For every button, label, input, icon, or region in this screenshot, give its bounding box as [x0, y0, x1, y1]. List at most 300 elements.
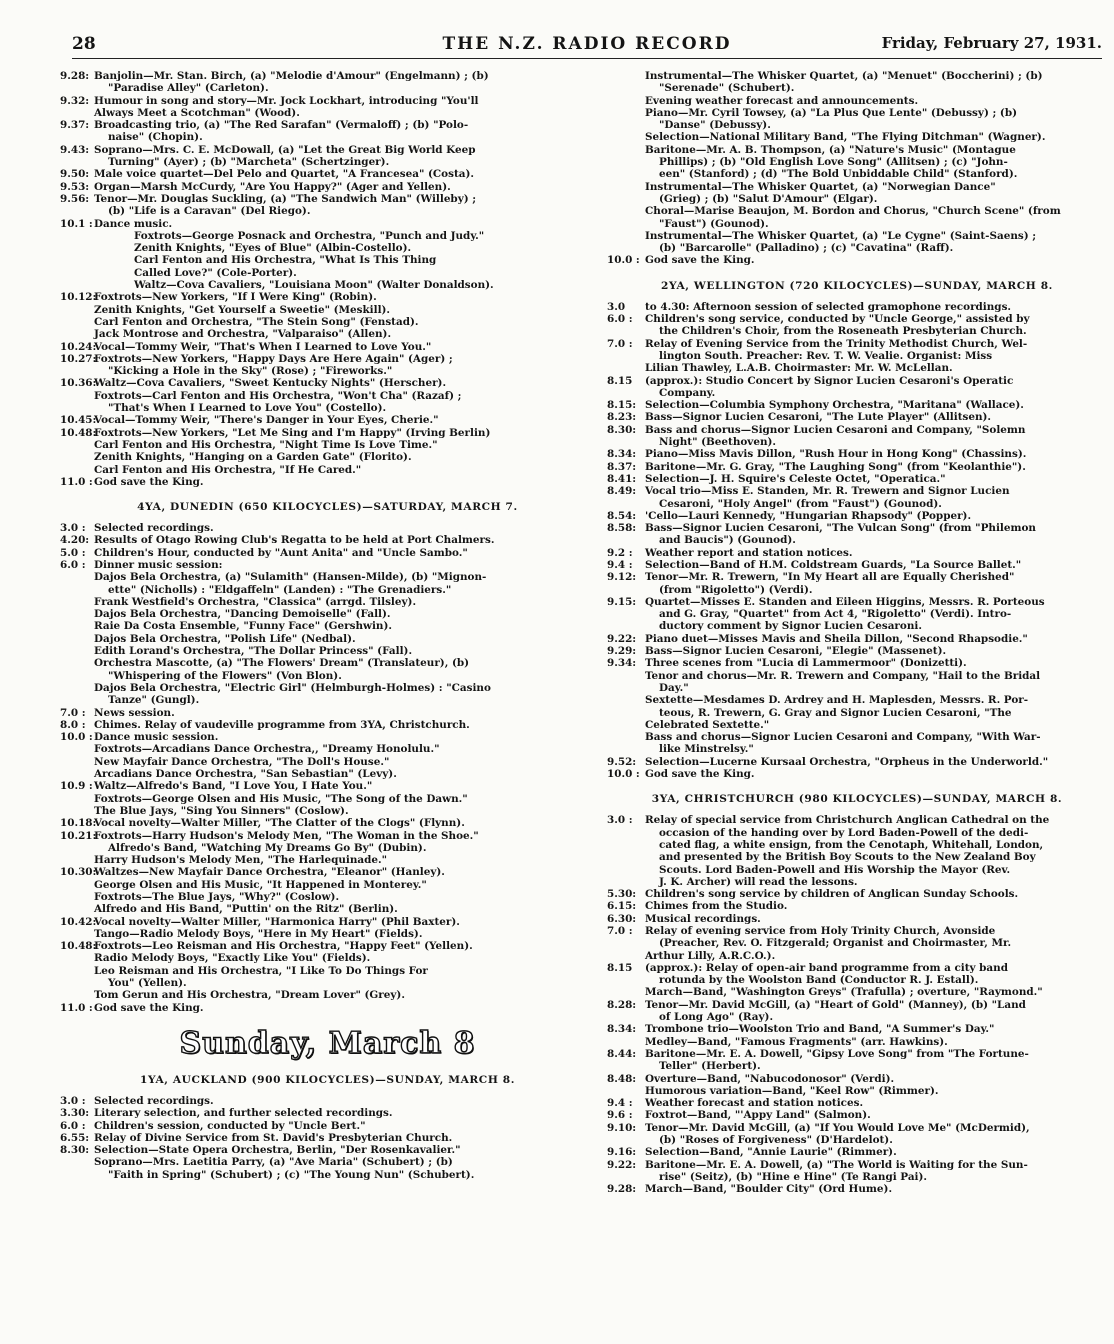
entry-line: Alfredo and His Band, "Puttin' on the Ritz" (Berlin).: [94, 903, 398, 916]
entry-time: 6.30:: [607, 912, 637, 925]
entry-text: [94, 534, 595, 546]
entry-time: 8.0 :: [60, 718, 86, 731]
entry-line: Relay of Divine Service from St. David's Presbyterian Church.: [94, 1131, 453, 1144]
programme-entry: [60, 866, 595, 915]
entry-line: Bass—Signor Lucien Cesaroni, "The Vulcan Song" (from "Philemon: [645, 522, 1036, 535]
programme-entry: [607, 962, 1107, 999]
entry-line: George Olsen and His Music, "It Happened in Monterey.": [94, 878, 427, 891]
entry-text: [645, 999, 1107, 1024]
programme-list-4ya: [60, 522, 595, 1014]
entry-text: [94, 916, 595, 941]
entry-line: Alfredo's Band, "Watching My Dreams Go By" (Dubin).: [108, 841, 427, 854]
entry-line: Instrumental—The Whisker Quartet, (a) "Le Cygne" (Saint-Saens) ;: [645, 229, 1037, 242]
entry-text: [645, 1159, 1107, 1184]
programme-entry: [60, 940, 595, 1001]
entry-time: 9.34:: [607, 657, 637, 670]
entry-line: rise" (Seitz), (b) "Hine e Hine" (Te Rangi Pai).: [659, 1170, 928, 1183]
entry-time: 5.30:: [607, 888, 637, 901]
programme-entry: [607, 888, 1107, 900]
entry-line: Foxtrots—Harry Hudson's Melody Men, "The Woman in the Shoe.": [94, 829, 479, 842]
entry-time: 9.52:: [607, 755, 637, 768]
programme-entry: [607, 768, 1107, 780]
entry-time: 7.0 :: [607, 925, 633, 937]
entry-line: "Faith in Spring" (Schubert) ; (c) "The Young Nun" (Schubert).: [108, 1168, 475, 1181]
entry-time: 10.9 :: [60, 780, 93, 793]
entry-line: News session.: [94, 706, 175, 719]
entry-time: 8.30:: [60, 1144, 90, 1157]
entry-time: 10.30:: [60, 866, 97, 879]
entry-line: Waltz—Alfredo's Band, "I Love You, I Hate You.": [94, 780, 373, 793]
entry-time: 9.15:: [607, 595, 637, 608]
programme-entry: [60, 230, 595, 279]
masthead: [72, 30, 1102, 59]
entry-line: Quartet—Misses E. Standen and Eileen Higgins, Messrs. R. Porteous: [645, 595, 1045, 608]
entry-line: Dajos Bela Orchestra, "Electric Girl" (Helmburgh-Holmes) : "Casino: [94, 681, 491, 694]
entry-line: Selection—Columbia Symphony Orchestra, "Maritana" (Wallace).: [645, 399, 1024, 412]
station-heading-3ya: 3YA, CHRISTCHURCH (980 KILOCYCLES)—SUNDAY, MARCH 8.: [651, 793, 1063, 806]
programme-entry: [607, 547, 1107, 559]
entry-time: [60, 230, 94, 279]
station-heading-2ya: 2YA, WELLINGTON (720 KILOCYCLES)—SUNDAY, MARCH 8.: [661, 279, 1053, 292]
programme-entry: [607, 461, 1107, 473]
entry-line: Vocal trio—Miss E. Standen, Mr. R. Trewern and Signor Lucien: [645, 485, 1010, 498]
entry-line: March—Band, "Washington Greys" (Trafulla) ; overture, "Raymond.": [645, 986, 1043, 999]
entry-line: Dajos Bela Orchestra, "Dancing Demoiselle" (Fall).: [94, 608, 391, 621]
programme-entry: [60, 731, 595, 780]
entry-text: [645, 596, 1107, 633]
entry-line: Dance music session.: [94, 731, 219, 744]
entry-time: 10.48:: [60, 940, 97, 953]
programme-entry: [60, 1107, 595, 1119]
entry-line: Chimes. Relay of vaudeville programme from 3YA, Christchurch.: [94, 718, 470, 731]
entry-line: Zenith Knights, "Get Yourself a Sweetie" (Meskill).: [94, 303, 391, 316]
entry-line: Sextette—Mesdames D. Ardrey and H. Maplesden, Messrs. R. Por-: [645, 694, 1029, 707]
entry-line: (approx.): Relay of open-air band programme from a city band: [645, 961, 1008, 974]
entry-time: 8.15:: [607, 399, 637, 412]
entry-line: cated flag, a white ensign, from the Cenotaph, Whitehall, London,: [659, 838, 1044, 851]
entry-line: Children's session, conducted by "Uncle Bert.": [94, 1119, 366, 1132]
entry-text: [645, 522, 1107, 547]
entry-line: "Danse" (Debussy).: [659, 119, 771, 132]
entry-line: God save the King.: [94, 1001, 204, 1014]
entry-time: 8.23:: [607, 411, 637, 424]
entry-time: 3.0 :: [60, 1094, 86, 1107]
entry-time: 10.27:: [60, 352, 97, 365]
programme-entry: [607, 1097, 1107, 1109]
entry-time: 8.34:: [607, 448, 637, 461]
entry-text: [94, 279, 595, 291]
entry-line: Dajos Bela Orchestra, (a) "Sulamith" (Hansen-Milde), (b) "Mignon-: [94, 571, 487, 584]
programme-entry: [607, 559, 1107, 571]
programme-entry: [607, 1109, 1107, 1121]
entry-text: [645, 1023, 1107, 1048]
programme-entry: [607, 70, 1107, 254]
programme-entry: [607, 571, 1107, 596]
entry-line: Radio Melody Boys, "Exactly Like You" (Fields).: [94, 952, 371, 965]
entry-line: Foxtrot—Band, "'Appy Land" (Salmon).: [645, 1109, 871, 1122]
entry-time: [60, 279, 94, 291]
entry-line: Arthur Lilly, A.R.C.O.).: [645, 949, 776, 962]
station-heading-4ya: 4YA, DUNEDIN (650 KILOCYCLES)—SATURDAY, MARCH 7.: [137, 501, 518, 514]
programme-entry: [60, 830, 595, 867]
entry-text: [94, 377, 595, 414]
entry-time: 9.10:: [607, 1121, 637, 1134]
entry-line: God save the King.: [94, 475, 204, 488]
entry-line: Zenith Knights, "Eyes of Blue" (Albin-Costello).: [134, 242, 412, 255]
entry-line: Day.": [659, 681, 689, 694]
programme-entry: [60, 95, 595, 120]
programme-entry: [607, 645, 1107, 657]
entry-time: 8.15: [607, 374, 633, 387]
entry-line: Foxtrots—Arcadians Dance Orchestra,, "Dreamy Honolulu.": [94, 743, 440, 756]
entry-text: [645, 633, 1107, 645]
programme-entry: [60, 218, 595, 230]
programme-entry: [607, 913, 1107, 925]
entry-text: [94, 707, 595, 719]
programme-entry: [607, 1073, 1107, 1098]
entry-line: ductory comment by Signor Lucien Cesaroni.: [659, 620, 922, 633]
entry-time: 6.15:: [607, 900, 637, 913]
entry-line: Foxtrots—Carl Fenton and His Orchestra, "Won't Cha" (Razaf) ;: [94, 389, 462, 402]
entry-line: Selection—State Opera Orchestra, Berlin, "Der Rosenkavalier.": [94, 1144, 461, 1157]
programme-entry: [60, 559, 595, 707]
programme-entry: [60, 1002, 595, 1014]
entry-time: 6.55:: [60, 1131, 90, 1144]
programme-entry: [60, 414, 595, 426]
programme-entry: [60, 119, 595, 144]
entry-line: (b) "Barcarolle" (Palladino) ; (c) "Cavatina" (Raff).: [659, 242, 954, 255]
entry-text: [645, 485, 1107, 510]
entry-time: 9.4 :: [607, 558, 633, 571]
entry-line: "That's When I Learned to Love You" (Costello).: [108, 402, 387, 415]
entry-text: [645, 925, 1107, 962]
entry-line: and G. Gray, "Quartet" from Act 4, "Rigoletto" (Verdi). Intro-: [659, 608, 1012, 621]
entry-time: 10.18:: [60, 817, 97, 830]
programme-entry: [60, 1120, 595, 1132]
entry-line: God save the King.: [645, 768, 755, 781]
entry-text: [645, 1048, 1107, 1073]
entry-line: Medley—Band, "Famous Fragments" (arr. Hawkins).: [645, 1035, 948, 1048]
entry-line: Male voice quartet—Del Pelo and Quartet, "A Francesea" (Costa).: [94, 168, 475, 181]
entry-line: Foxtrots—New Yorkers, "Happy Days Are Here Again" (Ager) ;: [94, 352, 453, 365]
entry-line: Tenor—Mr. R. Trewern, "In My Heart all are Equally Cherished": [645, 571, 1015, 584]
entry-line: and presented by the British Boy Scouts to the New Zealand Boy: [659, 851, 1036, 864]
programme-list-3ya: [607, 814, 1107, 1195]
programme-entry: [60, 817, 595, 829]
entry-line: Trombone trio—Woolston Trio and Band, "A Summer's Day.": [645, 1023, 995, 1036]
programme-entry: [60, 193, 595, 218]
entry-text: [94, 70, 595, 95]
entry-line: Piano—Miss Mavis Dillon, "Rush Hour in Hong Kong" (Chassins).: [645, 448, 1027, 461]
entry-line: Foxtrots—Leo Reisman and His Orchestra, "Happy Feet" (Yellen).: [94, 940, 473, 953]
entry-time: 10.0 :: [60, 731, 93, 744]
entry-text: [94, 144, 595, 169]
programme-entry: [607, 522, 1107, 547]
entry-time: 9.16:: [607, 1146, 637, 1159]
entry-text: [645, 510, 1107, 522]
entry-line: Celebrated Sextette.": [645, 718, 770, 731]
programme-entry: [60, 534, 595, 546]
entry-time: 9.6 :: [607, 1109, 633, 1122]
entry-line: (approx.): Studio Concert by Signor Lucien Cesaroni's Operatic: [645, 374, 1014, 387]
entry-line: Raie Da Costa Ensemble, "Funny Face" (Gershwin).: [94, 620, 393, 633]
programme-list-2ya: [607, 301, 1107, 781]
programme-entry: [60, 476, 595, 488]
entry-text: [94, 291, 595, 340]
programme-entry: [60, 70, 595, 95]
programme-entry: [607, 448, 1107, 460]
entry-text: [645, 375, 1107, 400]
entry-text: [94, 1132, 595, 1144]
entry-line: and Baucis") (Gounod).: [659, 534, 796, 547]
entry-line: March—Band, "Boulder City" (Ord Hume).: [645, 1183, 893, 1196]
entry-line: Selection—National Military Band, "The Flying Ditchman" (Wagner).: [645, 131, 1046, 144]
programme-entry: [60, 547, 595, 559]
entry-text: [645, 768, 1107, 780]
entry-line: Tenor and chorus—Mr. R. Trewern and Company, "Hail to the Bridal: [645, 669, 1041, 682]
programme-entry: [607, 1122, 1107, 1147]
entry-line: Baritone—Mr. E. A. Dowell, (a) "The World is Waiting for the Sun-: [645, 1158, 1028, 1171]
entry-time: 7.0 :: [607, 337, 633, 350]
entry-time: 10.0 :: [607, 768, 640, 781]
entry-line: of Long Ago" (Ray).: [659, 1011, 774, 1024]
programme-entry: [60, 522, 595, 534]
entry-time: 9.22:: [607, 1158, 637, 1171]
entry-time: 9.22:: [607, 632, 637, 645]
entry-line: Leo Reisman and His Orchestra, "I Like To Do Things For: [94, 964, 428, 977]
entry-line: teous, R. Trewern, G. Gray and Signor Lucien Cesaroni, "The: [659, 706, 1012, 719]
entry-line: Zenith Knights, "Hanging on a Garden Gate" (Florito).: [94, 451, 412, 464]
entry-line: Waltz—Cova Cavaliers, "Louisiana Moon" (Walter Donaldson).: [134, 279, 494, 292]
entry-line: Foxtrots—New Yorkers, "Let Me Sing and I'm Happy" (Irving Berlin): [94, 426, 491, 439]
entry-text: [94, 181, 595, 193]
programme-entry: [60, 916, 595, 941]
entry-text: [645, 1097, 1107, 1109]
entry-line: Relay of evening service from Holy Trinity Church, Avonside: [645, 925, 996, 937]
entry-text: [645, 1146, 1107, 1158]
programme-list-continued: [607, 70, 1107, 267]
entry-line: naise" (Chopin).: [108, 131, 203, 144]
programme-entry: [607, 424, 1107, 449]
entry-line: Bass and chorus—Signor Lucien Cesaroni and Company, "Solemn: [645, 423, 1026, 436]
entry-text: [645, 338, 1107, 375]
entry-line: Selection—J. H. Squire's Celeste Octet, "Operatica.": [645, 472, 946, 485]
entry-line: Broadcasting trio, (a) "The Red Sarafan" (Vermaloff) ; (b) "Polo-: [94, 119, 469, 132]
programme-entry: [60, 377, 595, 414]
programme-entry: [607, 814, 1107, 888]
entry-time: 3.0 :: [60, 522, 86, 535]
entry-line: Dajos Bela Orchestra, "Polish Life" (Nedbal).: [94, 632, 356, 645]
entry-line: Tango—Radio Melody Boys, "Here in My Heart" (Fields).: [94, 927, 423, 940]
programme-entry: [607, 999, 1107, 1024]
entry-text: [94, 414, 595, 426]
entry-line: Vocal novelty—Walter Miller, "Harmonica Harry" (Phil Baxter).: [94, 915, 460, 928]
entry-line: Banjolin—Mr. Stan. Birch, (a) "Melodie d'Amour" (Engelmann) ; (b): [94, 70, 489, 82]
entry-line: Soprano—Mrs. C. E. McDowall, (a) "Let the Great Big World Keep: [94, 143, 476, 156]
entry-line: Foxtrots—The Blue Jays, "Why?" (Coslow).: [94, 891, 340, 903]
entry-text: [645, 645, 1107, 657]
entry-text: [94, 866, 595, 915]
entry-text: [94, 230, 595, 279]
entry-line: Tenor—Mr. David McGill, (a) "If You Would Love Me" (McDermid),: [645, 1121, 1030, 1134]
entry-text: [94, 731, 595, 780]
entry-line: Organ—Marsh McCurdy, "Are You Happy?" (Ager and Yellen).: [94, 180, 451, 193]
programme-entry: [60, 144, 595, 169]
entry-text: [645, 399, 1107, 411]
left-column: [60, 70, 595, 1181]
programme-entry: [60, 279, 595, 291]
entry-time: 9.4 :: [607, 1097, 633, 1110]
entry-line: (b) "Life is a Caravan" (Del Riego).: [108, 205, 311, 218]
entry-text: [645, 962, 1107, 999]
entry-line: Piano duet—Misses Mavis and Sheila Dillon, "Second Rhapsodie.": [645, 632, 1028, 645]
programme-entry: [607, 485, 1107, 510]
entry-line: (from "Rigoletto") (Verdi).: [659, 583, 813, 596]
entry-text: [94, 547, 595, 559]
entry-line: "Serenade" (Schubert).: [659, 82, 795, 95]
entry-time: 10.21:: [60, 829, 97, 842]
entry-text: [94, 95, 595, 120]
entry-text: [94, 168, 595, 180]
entry-time: 3.30:: [60, 1107, 90, 1120]
programme-list-1ya: [60, 1095, 595, 1181]
programme-entry: [60, 719, 595, 731]
entry-line: Literary selection, and further selected recordings.: [94, 1107, 393, 1120]
entry-text: [94, 1002, 595, 1014]
entry-line: Foxtrots—George Olsen and His Music, "The Song of the Dawn.": [94, 792, 468, 805]
entry-line: Bass—Signor Lucien Cesaroni, "Elegie" (Massenet).: [645, 645, 947, 658]
entry-line: Dinner music session:: [94, 558, 223, 571]
entry-line: Cesaroni, "Holy Angel" (from "Faust") (Gounod).: [659, 497, 942, 510]
programme-entry: [607, 338, 1107, 375]
entry-time: 3.0: [607, 300, 626, 313]
entry-time: 10.42:: [60, 915, 97, 928]
entry-text: [645, 888, 1107, 900]
entry-line: J. K. Archer) will read the lessons.: [659, 875, 858, 888]
entry-line: Selection—Lucerne Kursaal Orchestra, "Orpheus in the Underworld.": [645, 755, 1049, 768]
entry-text: [94, 353, 595, 378]
programme-entry: [607, 301, 1107, 313]
issue-date: Friday, February 27, 1931.: [881, 34, 1102, 52]
entry-line: Arcadians Dance Orchestra, "San Sebastian" (Levy).: [94, 768, 397, 781]
programme-entry: [60, 341, 595, 353]
programme-entry: [607, 1183, 1107, 1195]
entry-text: [645, 756, 1107, 768]
entry-line: Frank Westfield's Orchestra, "Classica" (arrgd. Tilsley).: [94, 595, 417, 608]
entry-line: "Whispering of the Flowers" (Von Blon).: [108, 669, 342, 682]
programme-entry: [60, 427, 595, 476]
entry-line: Instrumental—The Whisker Quartet, (a) "Norwegian Dance": [645, 180, 996, 193]
entry-text: [94, 1120, 595, 1132]
entry-line: Children's song service by children of Anglican Sunday Schools.: [645, 888, 1019, 901]
entry-text: [94, 1107, 595, 1119]
entry-line: (Preacher, Rev. O. Fitzgerald; Organist and Choirmaster, Mr.: [659, 937, 1012, 950]
entry-text: [94, 719, 595, 731]
programme-entry: [607, 473, 1107, 485]
entry-text: [645, 301, 1107, 313]
entry-text: [94, 940, 595, 1001]
entry-line: "Kicking a Hole in the Sky" (Rose) ; "Fireworks.": [108, 365, 393, 378]
entry-line: Tenor—Mr. David McGill, (a) "Heart of Gold" (Manney), (b) "Land: [645, 998, 1026, 1011]
entry-text: [645, 814, 1107, 888]
paper-name: THE N.Z. RADIO RECORD: [442, 34, 732, 54]
entry-time: 8.37:: [607, 460, 637, 473]
entry-time: 8.34:: [607, 1023, 637, 1036]
programme-entry: [60, 707, 595, 719]
entry-line: Relay of Evening Service from the Trinity Methodist Church, Wel-: [645, 337, 1028, 350]
entry-line: Vocal—Tommy Weir, "That's When I Learned to Love You.": [94, 340, 432, 353]
entry-text: [645, 1073, 1107, 1098]
entry-line: Carl Fenton and His Orchestra, "What Is This Thing: [134, 254, 437, 267]
entry-line: Chimes from the Studio.: [645, 900, 788, 913]
entry-time: 10.0 :: [607, 254, 640, 267]
entry-text: [645, 1122, 1107, 1147]
day-heading: Sunday, March 8: [179, 1025, 476, 1061]
entry-line: (b) "Roses of Forgiveness" (D'Hardelot).: [659, 1134, 893, 1147]
entry-line: You" (Yellen).: [108, 977, 187, 990]
entry-text: [645, 461, 1107, 473]
entry-text: [645, 448, 1107, 460]
programme-entry: [607, 399, 1107, 411]
entry-text: [645, 473, 1107, 485]
programme-entry: [60, 1095, 595, 1107]
entry-line: Selection—Band, "Annie Laurie" (Rimmer).: [645, 1146, 897, 1159]
programme-entry: [607, 756, 1107, 768]
entry-text: [645, 1183, 1107, 1195]
entry-line: Phillips) ; (b) "Old English Love Song" (Allitsen) ; (c) "John-: [659, 156, 1008, 169]
entry-line: like Minstrelsy.": [659, 743, 754, 756]
programme-entry: [607, 633, 1107, 645]
entry-time: 10.12:: [60, 291, 97, 304]
entry-line: Three scenes from "Lucia di Lammermoor" (Donizetti).: [645, 657, 967, 670]
entry-line: Selected recordings.: [94, 522, 214, 535]
entry-line: Lilian Thawley, L.A.B. Choirmaster: Mr. W. McLellan.: [645, 362, 953, 375]
entry-line: Turning" (Ayer) ; (b) "Marcheta" (Schertzinger).: [108, 156, 390, 169]
programme-entry: [60, 168, 595, 180]
programme-entry: [607, 375, 1107, 400]
programme-entry: [607, 657, 1107, 755]
entry-text: [94, 218, 595, 230]
entry-line: Children's Hour, conducted by "Aunt Anita" and "Uncle Sambo.": [94, 546, 468, 559]
entry-time: 9.12:: [607, 571, 637, 584]
entry-time: 9.53:: [60, 180, 90, 193]
entry-line: Carl Fenton and His Orchestra, "Night Time Is Love Time.": [94, 438, 438, 451]
entry-line: Jack Montrose and Orchestra, "Valparaiso" (Allen).: [94, 328, 392, 341]
entry-line: Carl Fenton and Orchestra, "The Stein Song" (Fenstad).: [94, 315, 419, 328]
entry-text: [645, 900, 1107, 912]
entry-text: [645, 657, 1107, 755]
entry-time: [607, 70, 645, 254]
entry-time: 9.37:: [60, 119, 90, 132]
entry-line: Baritone—Mr. G. Gray, "The Laughing Song" (from "Keolanthie").: [645, 460, 1026, 473]
entry-line: Bass—Signor Lucien Cesaroni, "The Lute Player" (Allitsen).: [645, 411, 992, 424]
entry-time: 9.28:: [607, 1183, 637, 1196]
entry-line: rotunda by the Woolston Band (Conductor R. J. Estall).: [659, 974, 979, 987]
station-heading-1ya: 1YA, AUCKLAND (900 KILOCYCLES)—SUNDAY, MARCH 8.: [139, 1073, 515, 1086]
entry-line: "Faust") (Gounod).: [659, 217, 769, 230]
entry-text: [645, 559, 1107, 571]
entry-line: Orchestra Mascotte, (a) "The Flowers' Dream" (Translateur), (b): [94, 657, 470, 670]
entry-time: 11.0 :: [60, 1001, 93, 1014]
entry-line: Foxtrots—New Yorkers, "If I Were King" (Robin).: [94, 291, 377, 304]
entry-line: Waltzes—New Mayfair Dance Orchestra, "Eleanor" (Hanley).: [94, 866, 445, 879]
entry-time: 9.29:: [607, 645, 637, 658]
entry-text: [94, 476, 595, 488]
entry-text: [94, 1144, 595, 1181]
entry-time: 8.28:: [607, 998, 637, 1011]
entry-line: Baritone—Mr. E. A. Dowell, "Gipsy Love Song" from "The Fortune-: [645, 1047, 1029, 1060]
entry-time: 10.24:: [60, 340, 97, 353]
